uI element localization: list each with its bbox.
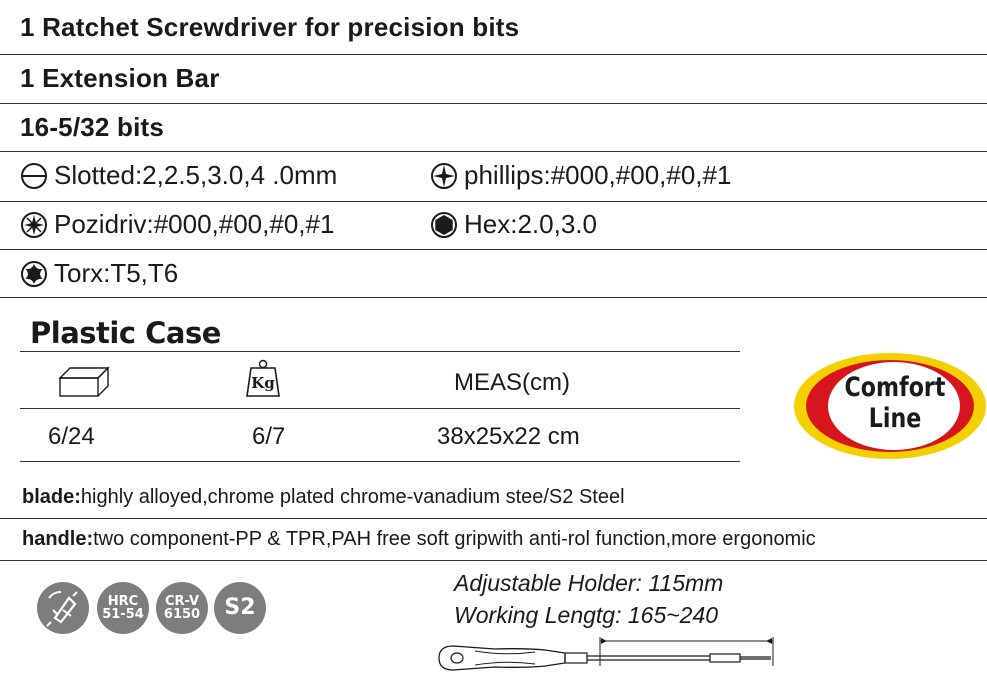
- pozidriv-spec: [20, 209, 430, 240]
- bit-row-1: [20, 160, 987, 191]
- phillips-label: phillips:#000,#00,#0,#1: [464, 160, 732, 190]
- hex-label: Hex:2.0,3.0: [464, 209, 597, 239]
- phillips-spec: [430, 160, 731, 191]
- crv-line-1: CR-V: [164, 594, 200, 609]
- blade-text: highly alloyed,chrome plated chrome-vanadium stee/S2 Steel: [80, 486, 625, 508]
- contents-bits: 16-5/32 bits: [20, 112, 165, 142]
- hex-icon: [430, 211, 458, 239]
- carton-box-icon: [56, 364, 112, 400]
- ratchet-icon: [37, 582, 89, 634]
- contents-extension-bar: 1 Extension Bar: [20, 63, 220, 93]
- hrc-badge: [97, 582, 149, 634]
- meas-header: MEAS(cm): [454, 369, 570, 396]
- s2-badge: S2: [214, 582, 266, 634]
- phillips-icon: [430, 162, 458, 190]
- bit-row-2: [20, 209, 987, 240]
- crv-line-2: 6150: [163, 607, 201, 622]
- screwdriver-drawing: [435, 636, 780, 674]
- crv-badge: [156, 582, 208, 634]
- torx-spec: [20, 258, 178, 289]
- divider: [0, 297, 987, 298]
- divider: [0, 560, 987, 561]
- torx-label: Torx:T5,T6: [54, 258, 179, 288]
- logo-line-2: Line: [868, 403, 922, 434]
- bit-row-3: [20, 258, 987, 289]
- case-meas: 38x25x22 cm: [437, 423, 580, 450]
- divider: [0, 518, 987, 519]
- divider: [0, 201, 987, 202]
- pozidriv-icon: [20, 211, 48, 239]
- handle-description: [22, 528, 816, 551]
- case-weight: 6/7: [252, 423, 286, 450]
- weight-icon: [243, 358, 283, 398]
- case-qty: 6/24: [48, 423, 95, 450]
- hex-spec: [430, 209, 597, 240]
- hrc-line-2: 51-54: [102, 607, 144, 622]
- torx-icon: [20, 260, 48, 288]
- handle-label: handle:: [22, 528, 94, 550]
- hrc-line-1: HRC: [107, 594, 139, 609]
- handle-text: two component-PP & TPR,PAH free soft gripwith anti-rol function,more ergonomic: [93, 528, 816, 550]
- divider: [0, 151, 987, 152]
- divider: [20, 461, 740, 462]
- pozidriv-label: Pozidriv:#000,#00,#0,#1: [54, 209, 335, 239]
- plastic-case-title: Plastic Case: [30, 316, 221, 350]
- working-length-spec: Working Lengtg: 165~240: [454, 602, 719, 628]
- slotted-spec: [20, 160, 430, 191]
- comfort-line-logo: [793, 352, 987, 460]
- slotted-icon: [20, 162, 48, 190]
- holder-spec: Adjustable Holder: 115mm: [454, 570, 724, 596]
- slotted-label: Slotted:2,2.5,3.0,4 .0mm: [54, 160, 338, 190]
- divider: [0, 249, 987, 250]
- divider: [0, 54, 987, 55]
- blade-label: blade:: [22, 486, 81, 508]
- blade-description: [22, 486, 625, 509]
- logo-line-1: Comfort: [844, 372, 946, 403]
- divider: [20, 408, 740, 409]
- contents-screwdriver: 1 Ratchet Screwdriver for precision bits: [20, 12, 520, 42]
- weight-unit: Kg: [251, 374, 275, 392]
- divider: [0, 103, 987, 104]
- divider: [20, 351, 740, 352]
